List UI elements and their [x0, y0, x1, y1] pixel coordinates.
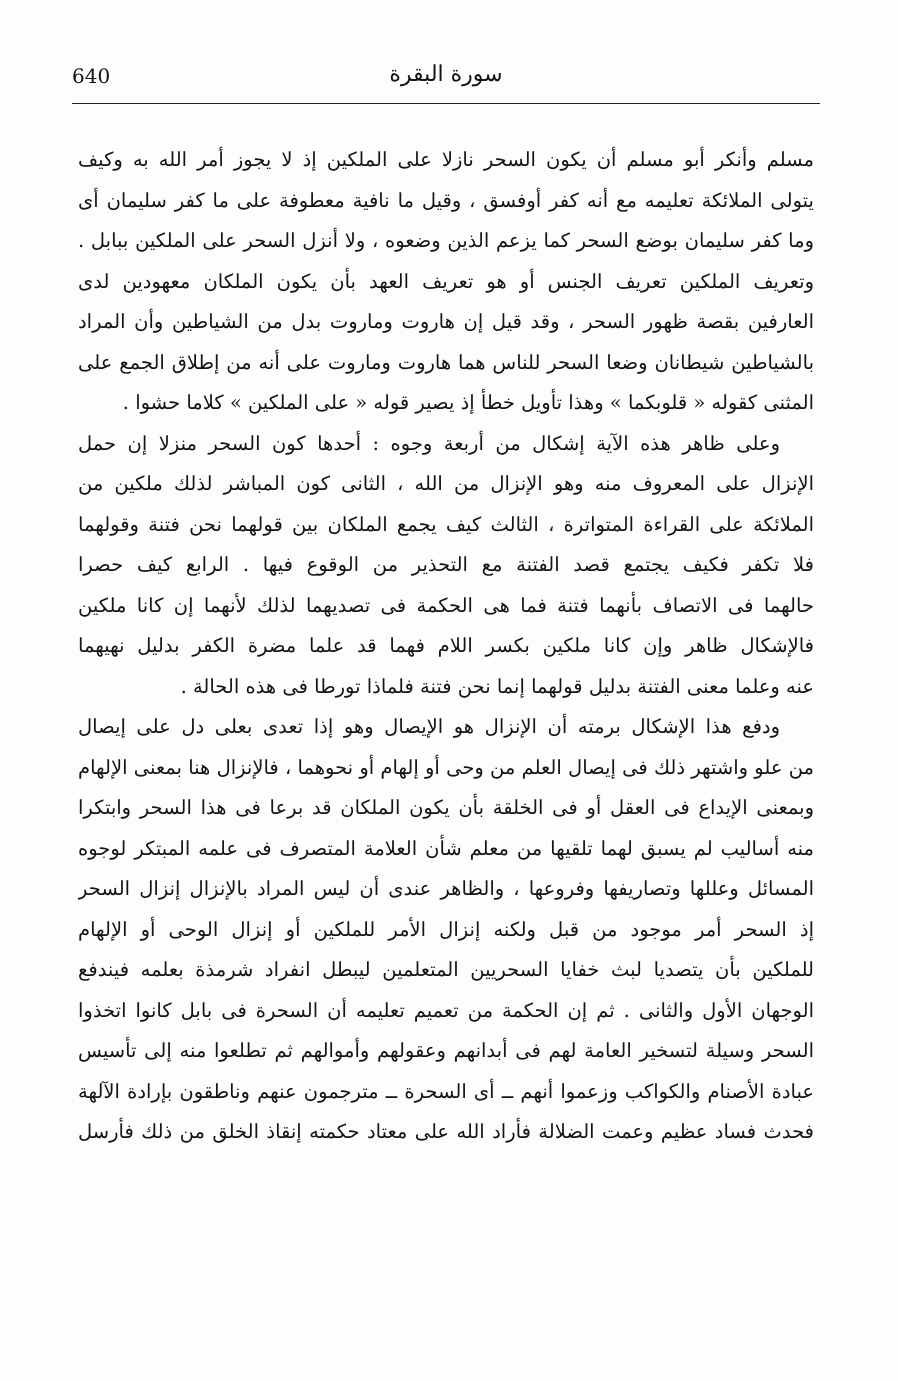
text-line: السحر وسيلة لتسخير العامة لهم فى أبدانهم وعقولهم وأموالهم ثم تطلعوا منه إلى تأسيس	[78, 1039, 814, 1062]
text-line: وبمعنى الإيداع فى العقل أو فى الخلقة بأن يكون الملكان قد برعا فى هذا السحر وابتكرا	[78, 796, 814, 819]
text-line: إذ السحر أمر موجود من قبل ولكنه إنزال الأمر للملكين أو إنزال الوحى أو الإلهام	[78, 917, 814, 941]
page-number: 640	[72, 64, 111, 88]
text-line: فالإشكال ظاهر وإن كانا ملكين بكسر اللام فهما قد علما مضرة الكفر بدليل نهيهما	[78, 634, 814, 657]
body-text	[78, 140, 814, 1153]
text-line: وتعريف الملكين تعريف الجنس أو هو تعريف العهد بأن يكون الملكان معهودين لدى	[78, 269, 814, 293]
text-line: الإنزال على المعروف منه وهو الإنزال من الله ، الثانى كون المباشر لذلك ملكين من	[78, 472, 814, 495]
text-line: العارفين بقصة ظهور السحر ، وقد قيل إن هاروت وماروت بدل من الشياطين وأن المراد	[78, 310, 814, 333]
text-line: المثنى كقوله « قلوبكما » وهذا تأويل خطأ إذ يصير قوله « على الملكين » كلاما حشوا .	[122, 391, 814, 414]
text-line: بالشياطين شيطانان وضعا السحر للناس هما هاروت وماروت على أنه من إطلاق الجمع على	[78, 350, 814, 374]
text-line: الملائكة على القراءة المتواترة ، الثالث كيف يجمع الملكان بين قولهما نحن فتنة وقولهما	[78, 512, 814, 536]
text-line: عبادة الأصنام والكواكب وزعموا أنهم ــ أى السحرة ــ مترجمون عنهم وناطقون بإرادة الآلهة	[78, 1079, 814, 1103]
text-line: المسائل وعللها وتصاريفها وفروعها ، والظاهر عندى أن ليس المراد بالإنزال إنزال السحر	[78, 877, 814, 900]
text-line: مسلم وأنكر أبو مسلم أن يكون السحر نازلا على الملكين إذ لا يجوز أمر الله به وكيف	[78, 148, 814, 171]
text-line: حالهما فى الاتصاف بأنهما فتنة فما هى الحكمة فى تصديهما لذلك لأنهما إن كانا ملكين	[78, 593, 814, 617]
text-line: ودفع هذا الإشكال برمته أن الإنزال هو الإيصال وهو إذا تعدى بعلى دل على إيصال	[78, 715, 780, 738]
page-header	[72, 58, 820, 102]
text-line: فحدث فساد عظيم وعمت الضلالة فأراد الله على معتاد حكمته إنقاذ الخلق من ذلك فأرسل	[78, 1120, 814, 1143]
text-line: يتولى الملائكة تعليمه مع أنه كفر أوفسق ، وقيل ما نافية معطوفة على ما كفر سليمان أى	[78, 188, 814, 212]
text-line: للملكين بأن يتصديا لبث خفايا السحريين المتعلمين ليبطل انفراد شرمذة بعلمه فيندفع	[78, 958, 814, 981]
text-line: الوجهان الأول والثانى . ثم إن الحكمة من تعميم تعليمه أن السحرة فى بابل كانوا اتخذوا	[78, 998, 814, 1022]
text-line: منه أساليب لم يسبق لهما تلقيها من معلم شأن العلامة المتصرف فى علمه المبتكر لوجوه	[78, 836, 814, 860]
text-line: فلا تكفر فكيف يجتمع قصد الفتنة مع التحذير من الوقوع فيها . الرابع كيف حصرا	[78, 553, 814, 576]
text-line: عنه وعلما معنى الفتنة بدليل قولهما إنما نحن فتنة فلماذا تورطا فى هذه الحالة .	[180, 674, 814, 698]
text-line: وما كفر سليمان بوضع السحر كما يزعم الذين وضعوه ، ولا أنزل السحر على الملكين ببابل .	[78, 229, 814, 252]
text-line: وعلى ظاهر هذه الآية إشكال من أربعة وجوه : أحدها كون السحر منزلا إن حمل	[78, 431, 780, 455]
text-line: من علو واشتهر ذلك فى إيصال العلم من وحى أو إلهام أو نحوهما ، فالإنزال هنا بمعنى الإلهام	[78, 755, 814, 779]
header-rule	[72, 103, 820, 104]
running-title: سورة البقرة	[389, 62, 503, 87]
